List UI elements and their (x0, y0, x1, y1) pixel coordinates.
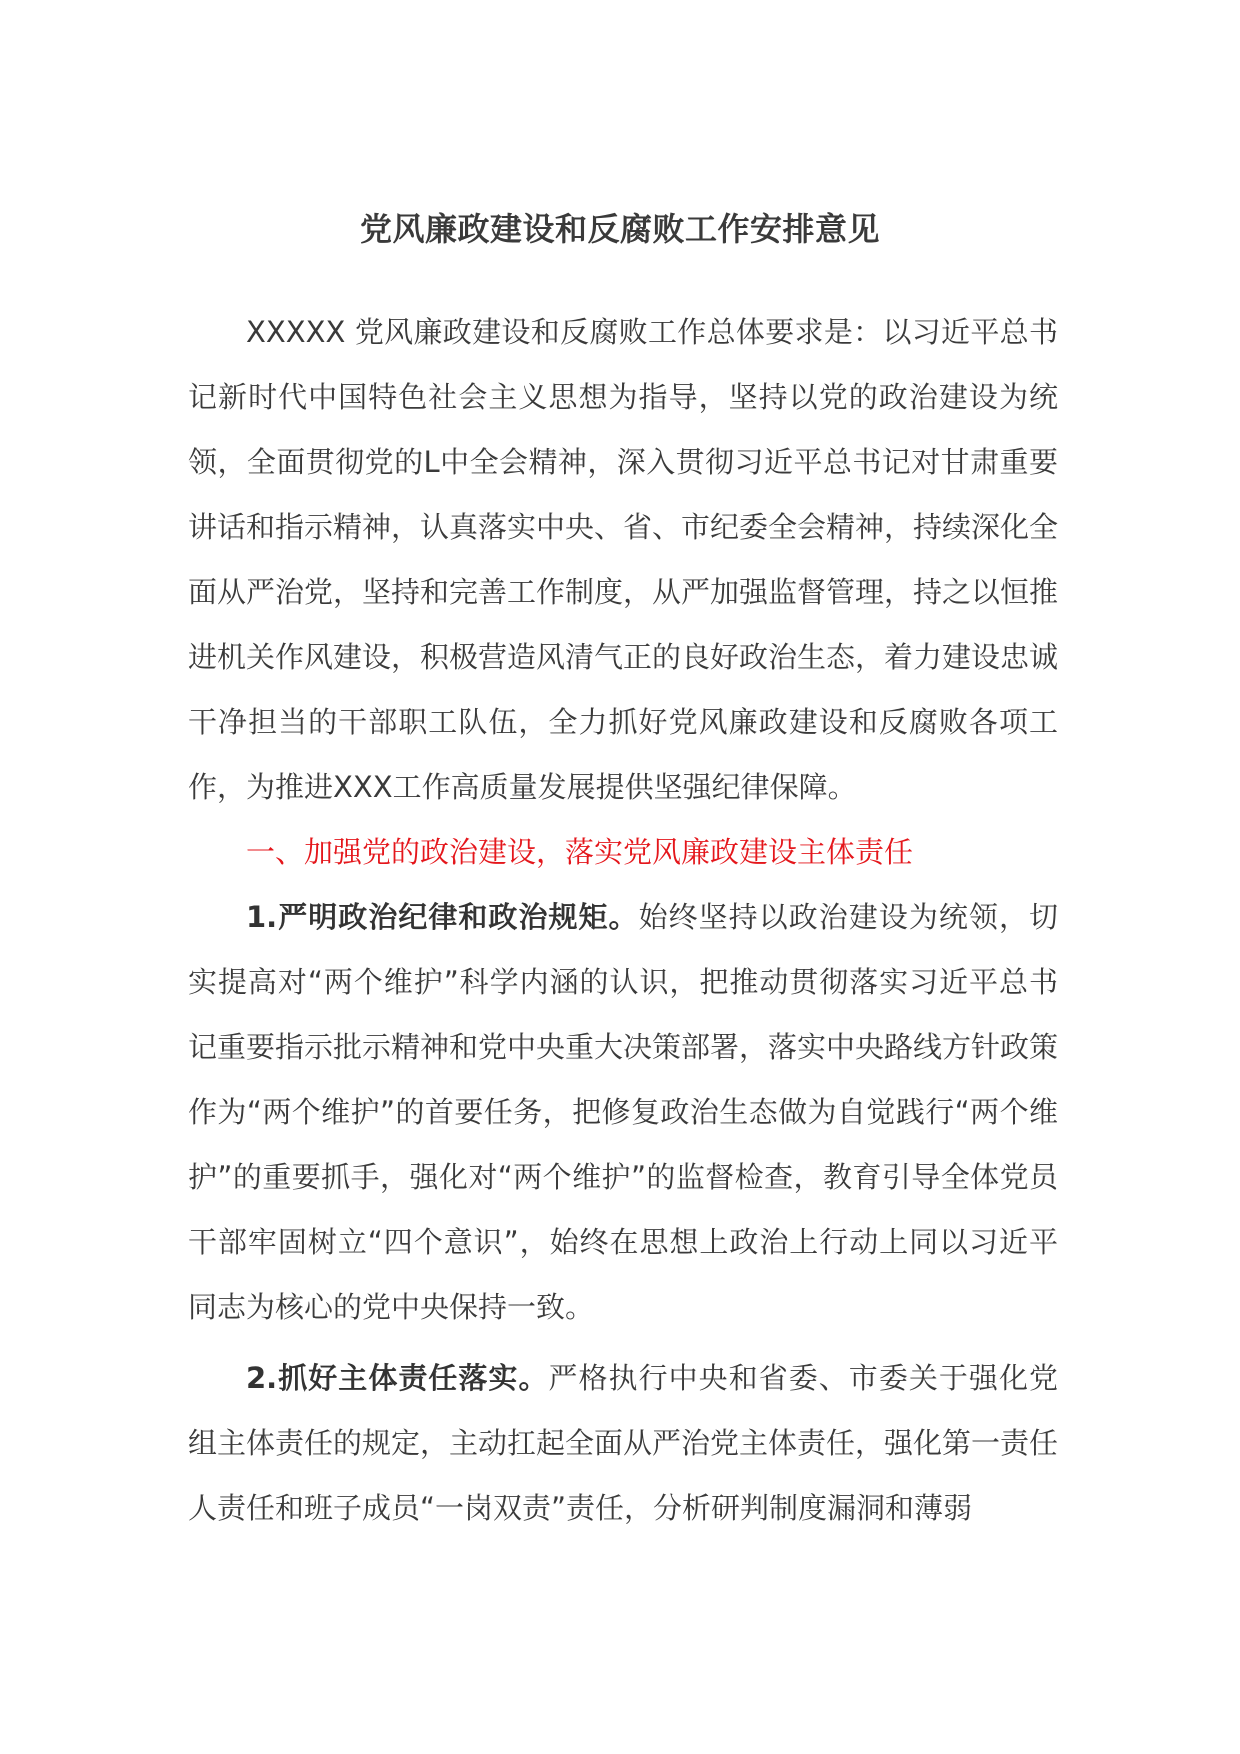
intro-paragraph: XXXXX 党风廉政建设和反腐败工作总体要求是：以习近平总书记新时代中国特色社会主义思想为指导，坚持以党的政治建设为统领，全面贯彻党的L中全会精神，深入贯彻习近平总书记对甘肃重要讲话和指示精神，认真落实中央、省、市纪委全会精神，持续深化全面从严治党，坚持和完善工作制度，从严加强监督管理，持之以恒推进机关作风建设，积极营造风清气正的良好政治生态，着力建设忠诚干净担当的干部职工队伍，全力抓好党风廉政建设和反腐败各项工作，为推进XXX工作高质量发展提供坚强纪律保障。 (188, 315, 1059, 804)
item-2-title: 2.抓好主体责任落实。 (246, 1361, 549, 1395)
section-heading-1: 一、加强党的政治建设，落实党风廉政建设主体责任 (246, 835, 914, 869)
item-2-text: 严格执行中央和省委、市委关于强化党组主体责任的规定，主动扛起全面从严治党主体责任，强化第一责任人责任和班子成员“一岗双责”责任，分析研判制度漏洞和薄弱 (188, 1361, 1059, 1525)
document-body (188, 300, 1058, 1541)
item-1-paragraph (188, 885, 1058, 1340)
item-1-title: 1.严明政治纪律和政治规矩。 (246, 900, 639, 934)
item-1-text: 始终坚持以政治建设为统领，切实提高对“两个维护”科学内涵的认识，把推动贯彻落实习近平总书记重要指示批示精神和党中央重大决策部署，落实中央路线方针政策作为“两个维护”的首要任务，把修复政治生态做为自觉践行“两个维护”的重要抓手，强化对“两个维护”的监督检查，教育引导全体党员干部牢固树立“四个意识”，始终在思想上政治上行动上同以习近平同志为核心的党中央保持一致。 (188, 900, 1059, 1324)
document-title: 党风廉政建设和反腐败工作安排意见 (359, 210, 880, 248)
item-2-paragraph (188, 1346, 1058, 1541)
